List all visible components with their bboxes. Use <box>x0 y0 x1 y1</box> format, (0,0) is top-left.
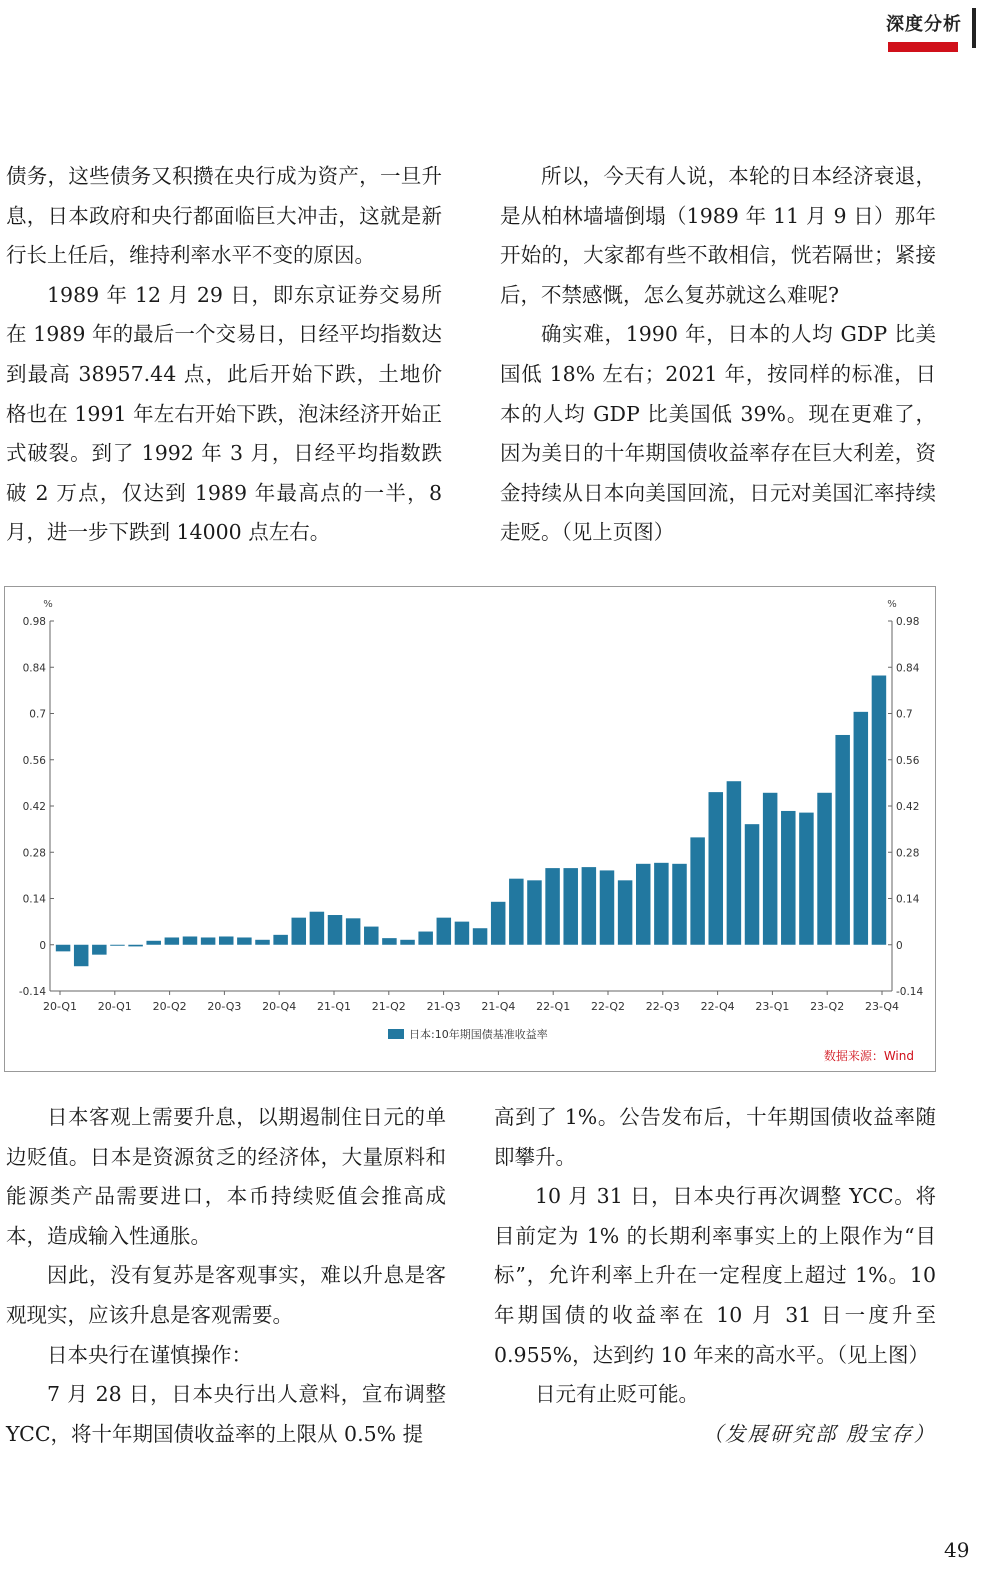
data-source: 数据来源：Wind <box>823 1049 914 1063</box>
paragraph: 10 月 31 日，日本央行再次调整 YCC。将目前定为 1% 的长期利率事实上的上限作为“目标”，允许利率上升在一定程度上超过 1%。10 年期国债的收益率在 10 月 31 日一度升至 0.955%，达到约 10 年来的高水平。（见上图） <box>494 1184 936 1367</box>
y-tick-label-right: 0.14 <box>896 893 920 906</box>
bar <box>455 922 470 945</box>
bar <box>781 811 796 945</box>
bar <box>437 918 452 945</box>
bar <box>219 936 234 944</box>
bar <box>817 793 832 945</box>
bar <box>618 880 633 944</box>
bar <box>473 928 488 945</box>
section-header <box>884 8 984 48</box>
y-tick-label-left: 0.28 <box>22 847 46 860</box>
bar <box>672 864 687 945</box>
bar <box>400 940 415 945</box>
bar <box>509 879 524 945</box>
bar <box>146 941 161 945</box>
x-tick-label: 22-Q4 <box>700 1000 735 1013</box>
paragraph: 7 月 28 日，日本央行出人意料，宣布调整 YCC，将十年期国债收益率的上限从 0.5% 提 <box>6 1382 446 1446</box>
y-tick-label-right: 0.98 <box>896 616 920 628</box>
legend-swatch <box>388 1029 404 1039</box>
text-column-1 <box>6 157 442 553</box>
y-tick-label-left: 0.7 <box>29 708 46 721</box>
bar <box>709 792 724 945</box>
paragraph: 日本客观上需要升息，以期遏制住日元的单边贬值。日本是资源贫乏的经济体，大量原料和能源类产品需要进口，本币持续贬值会推高成本，造成输入性通胀。 <box>6 1105 446 1248</box>
bar <box>418 932 433 945</box>
bar <box>346 918 361 944</box>
page-number: 49 <box>944 1538 970 1562</box>
bar <box>382 938 397 945</box>
paragraph: 债务，这些债务又积攒在央行成为资产，一旦升息，日本政府和央行都面临巨大冲击，这就是新行长上任后，维持利率水平不变的原因。 <box>6 164 442 268</box>
bar <box>690 837 705 944</box>
bar <box>110 945 125 946</box>
y-tick-label-left: 0.42 <box>22 801 46 813</box>
paragraph: 高到了 1%。公告发布后，十年期国债收益率随即攀升。 <box>494 1105 936 1169</box>
bar <box>563 868 578 945</box>
x-tick-label: 21-Q3 <box>426 1000 461 1013</box>
y-tick-label-left: 0.56 <box>22 754 46 767</box>
bar <box>292 918 307 945</box>
x-tick-label: 21-Q2 <box>371 1000 406 1013</box>
text-column-3 <box>6 1098 446 1454</box>
bar <box>835 735 850 945</box>
y-tick-label-right: 0.84 <box>896 662 920 675</box>
bar <box>491 902 506 945</box>
bar <box>636 864 651 945</box>
x-tick-label: 23-Q4 <box>864 1000 900 1013</box>
bar <box>872 676 887 945</box>
header-red-bar <box>888 42 958 52</box>
y-tick-label-left: 0.98 <box>22 616 46 628</box>
bar <box>255 940 270 945</box>
bar <box>310 912 325 945</box>
x-tick-label: 20-Q4 <box>262 1000 297 1013</box>
paragraph: 日本央行在谨慎操作： <box>47 1342 252 1367</box>
bar <box>799 813 814 945</box>
bar <box>600 870 615 944</box>
bar <box>128 945 143 947</box>
x-tick-label: 21-Q1 <box>316 1000 352 1013</box>
bar <box>364 927 379 945</box>
paragraph: 1989 年 12 月 29 日，即东京证券交易所在 1989 年的最后一个交易日，日经平均指数达到最高 38957.44 点，此后开始下跌，土地价格也在 1991 年左右开始下跌，泡沫经济开始正式破裂。到了 1992 年 3 月，日经平均指数跌破 2 万点，仅达到 1989 年最高点的一半，8 月，进一步下跌到 14000 点左右。 <box>6 282 442 545</box>
y-unit-right: % <box>887 599 897 610</box>
header-vertical-bar <box>972 8 976 48</box>
y-tick-label-left: 0.84 <box>22 662 46 675</box>
paragraph: 确实难，1990 年，日本的人均 GDP 比美国低 18% 左右；2021 年，按同样的标准，日本的人均 GDP 比美国低 39%。现在更难了，因为美日的十年期国债收益率存在巨大利差，资金持续从日本向美国回流，日元对美国汇率持续走贬。（见上页图） <box>500 322 936 545</box>
bar <box>582 867 597 945</box>
bar <box>328 915 343 945</box>
paragraph: 所以，今天有人说，本轮的日本经济衰退，是从柏林墙墙倒塌（1989 年 11 月 9 日）那年开始的，大家都有些不敢相信，恍若隔世；紧接后，不禁感慨，怎么复苏就这么难呢? <box>500 164 936 307</box>
bar <box>527 880 542 944</box>
bar <box>745 824 760 945</box>
y-tick-label-right: 0.7 <box>896 708 913 721</box>
author-signature: （发展研究部 殷宝存） <box>702 1421 936 1446</box>
bar <box>201 937 216 944</box>
y-tick-label-right: 0 <box>896 939 903 952</box>
text-column-2 <box>500 157 936 553</box>
bar <box>183 936 198 944</box>
paragraph: 因此，没有复苏是客观事实，难以升息是客观现实，应该升息是客观需要。 <box>6 1263 446 1327</box>
y-tick-label-left: -0.14 <box>18 986 46 998</box>
bar <box>854 712 869 945</box>
bar <box>92 945 107 955</box>
bar <box>273 935 288 945</box>
y-tick-label-right: -0.14 <box>896 986 924 998</box>
y-tick-label-right: 0.42 <box>896 801 920 813</box>
y-tick-label-left: 0 <box>39 939 46 952</box>
x-tick-label: 20-Q3 <box>207 1000 242 1013</box>
bar <box>56 945 71 952</box>
bar <box>545 868 560 945</box>
x-tick-label: 23-Q1 <box>755 1000 790 1013</box>
x-tick-label: 21-Q4 <box>481 1000 516 1013</box>
x-tick-label: 22-Q1 <box>536 1000 571 1013</box>
x-tick-label: 23-Q2 <box>810 1000 845 1013</box>
chart-svg <box>5 587 935 1071</box>
x-tick-label: 22-Q2 <box>590 1000 626 1013</box>
paragraph: 日元有止贬可能。 <box>535 1382 699 1407</box>
y-tick-label-right: 0.28 <box>896 847 920 860</box>
bar <box>74 945 89 966</box>
bar <box>763 793 778 945</box>
x-tick-label: 20-Q2 <box>152 1000 187 1013</box>
bar <box>727 781 742 945</box>
x-tick-label: 20-Q1 <box>42 1000 78 1013</box>
bar <box>165 937 180 944</box>
section-title: 深度分析 <box>886 14 962 35</box>
yield-chart <box>4 586 936 1072</box>
y-tick-label-left: 0.14 <box>22 893 46 906</box>
y-tick-label-right: 0.56 <box>896 754 920 767</box>
bar <box>237 937 252 944</box>
text-column-4 <box>494 1098 936 1454</box>
x-tick-label: 20-Q1 <box>97 1000 132 1013</box>
x-tick-label: 22-Q3 <box>645 1000 680 1013</box>
legend-label: 日本:10年期国债基准收益率 <box>409 1028 548 1041</box>
bar <box>654 863 669 945</box>
y-unit-left: % <box>43 599 53 610</box>
